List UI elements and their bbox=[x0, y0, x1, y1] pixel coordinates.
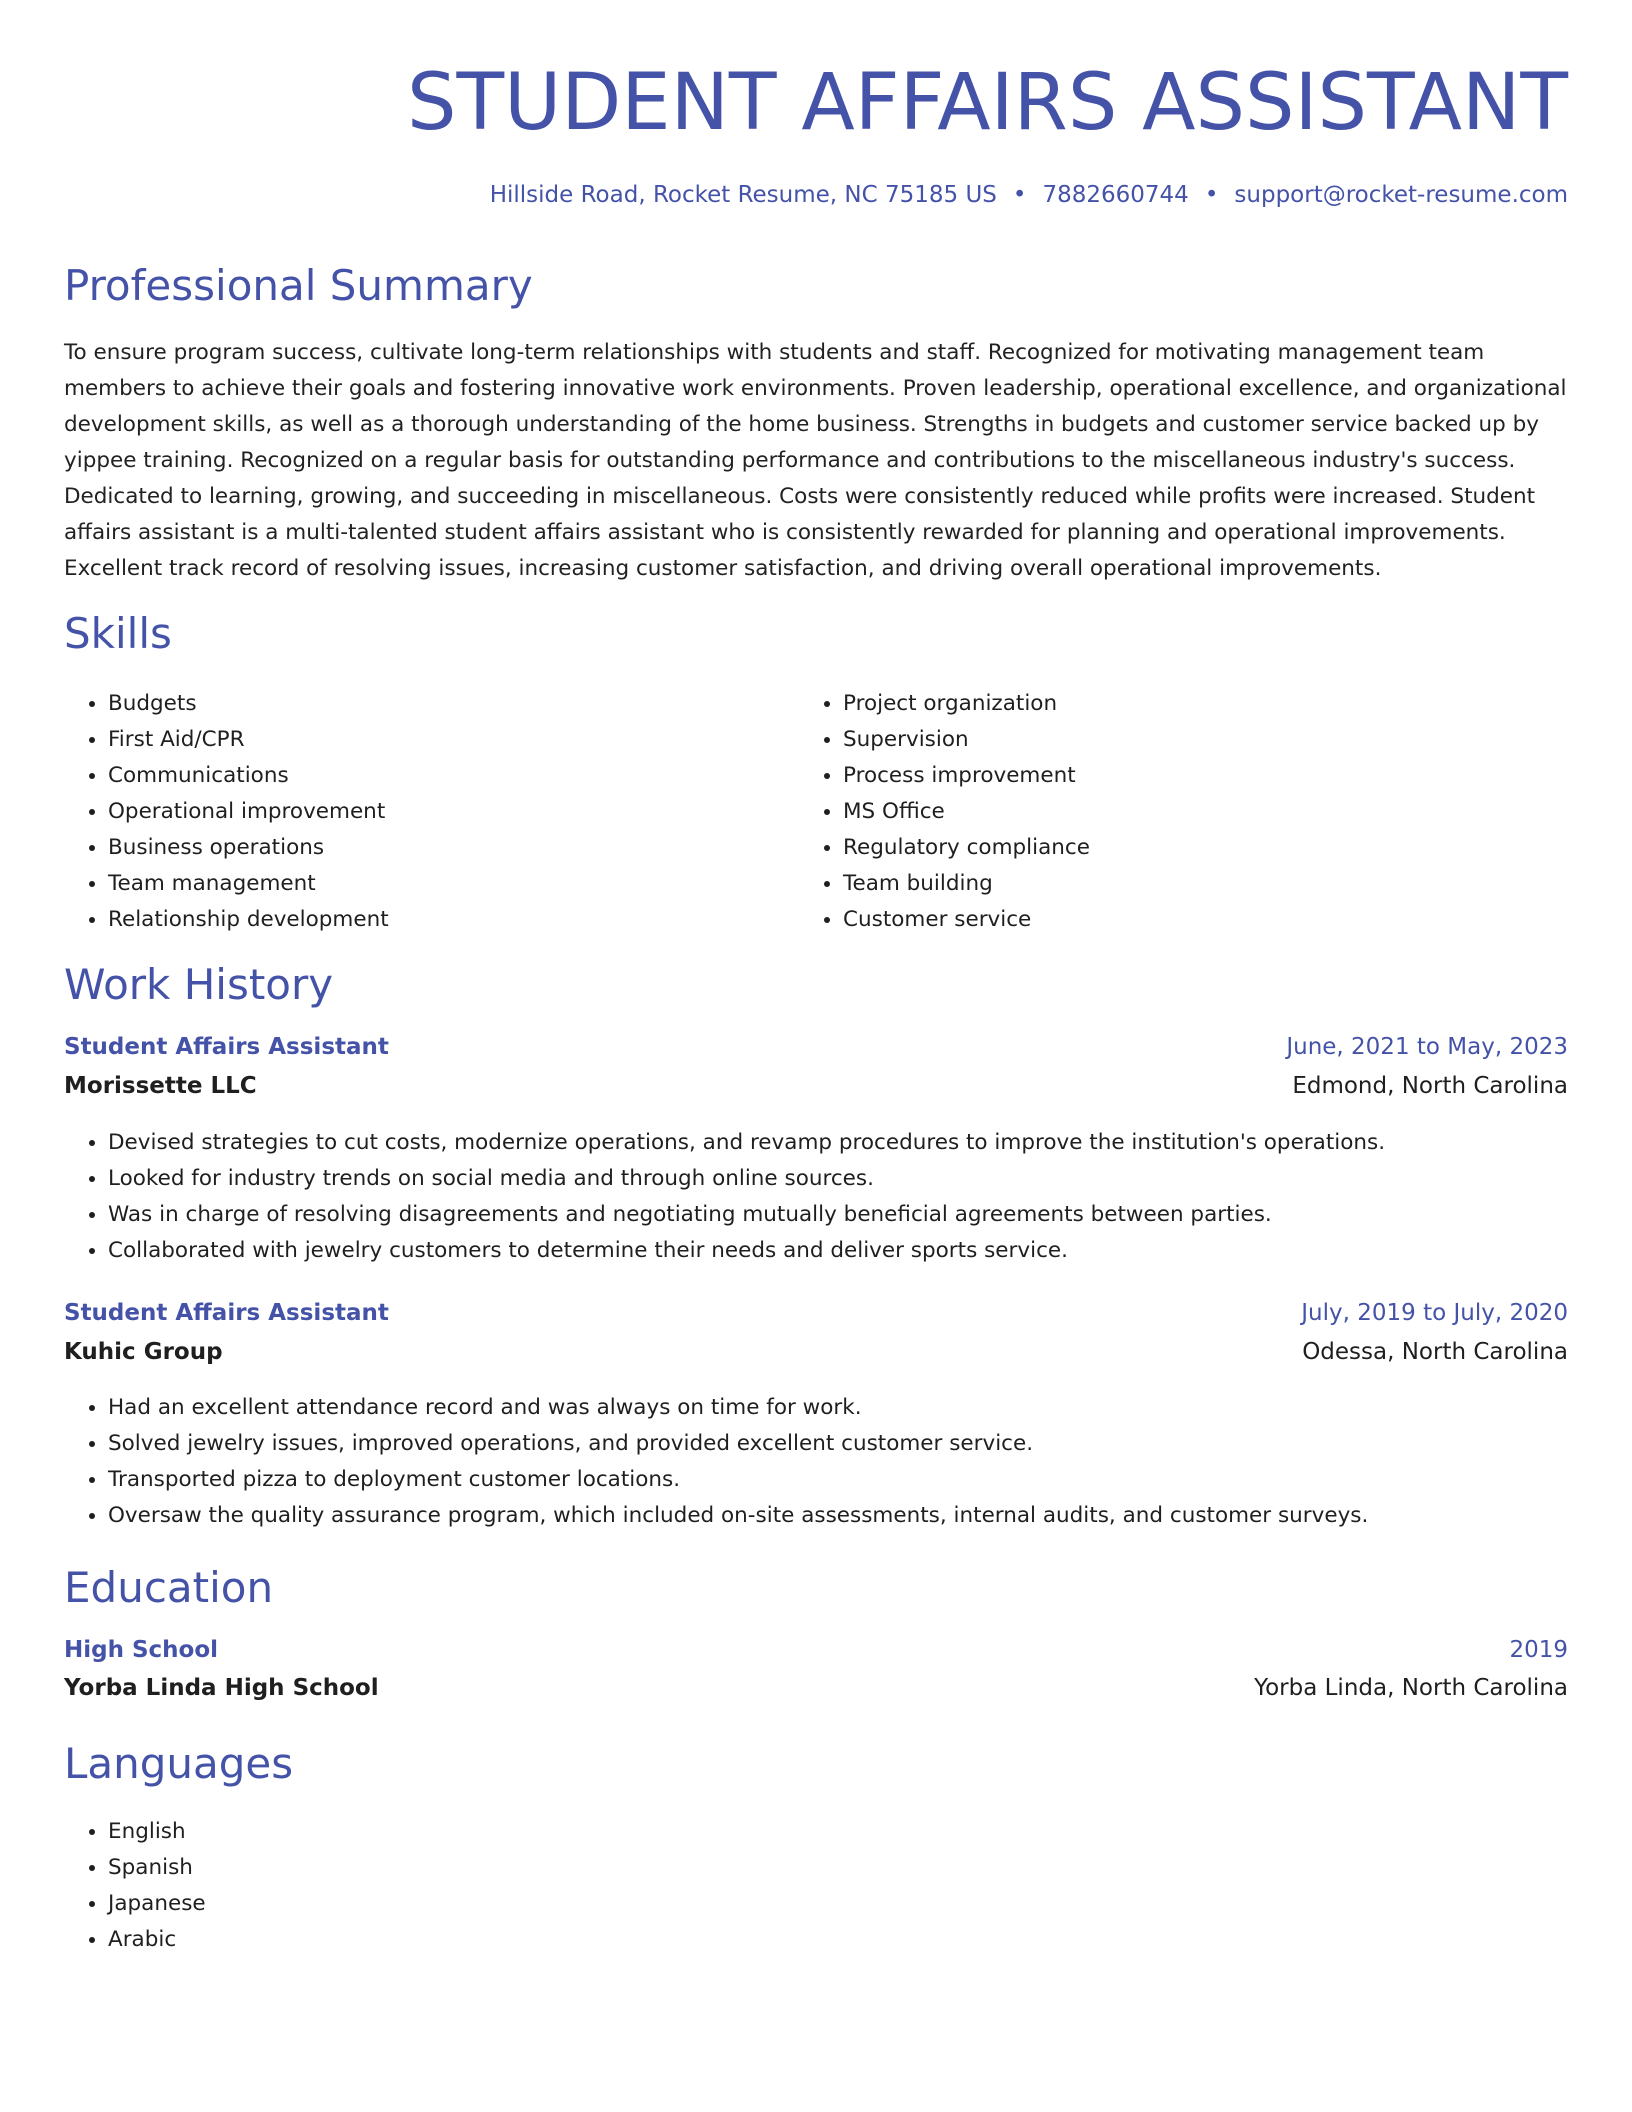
school-name: Yorba Linda High School bbox=[64, 1675, 379, 1701]
skill-item: • Team management bbox=[108, 866, 764, 902]
skill-item: • MS Office bbox=[843, 794, 1499, 830]
skill-item: • First Aid/CPR bbox=[108, 722, 764, 758]
work-history-heading: Work History bbox=[64, 960, 334, 1009]
summary-heading: Professional Summary bbox=[64, 261, 533, 310]
job-header bbox=[64, 1300, 1568, 1326]
contact-line bbox=[490, 180, 1568, 210]
job-responsibilities bbox=[64, 1125, 1568, 1269]
responsibility-item: • Transported pizza to deployment customer locations. bbox=[108, 1462, 1568, 1498]
language-item: • Spanish bbox=[108, 1850, 1568, 1886]
job-subheader bbox=[64, 1339, 1568, 1365]
graduation-year: 2019 bbox=[1509, 1637, 1568, 1663]
job-location: Edmond, North Carolina bbox=[1292, 1073, 1568, 1099]
job-subheader bbox=[64, 1073, 1568, 1099]
languages-list bbox=[64, 1814, 1568, 1958]
skill-item: • Project organization bbox=[843, 686, 1499, 722]
job-location: Odessa, North Carolina bbox=[1302, 1339, 1568, 1365]
phone-text: 7882660744 bbox=[1042, 182, 1189, 208]
candidate-name: STUDENT AFFAIRS ASSISTANT bbox=[406, 58, 1568, 148]
summary-text: To ensure program success, cultivate long-term relationships with students and staff. Recognized for motivating management team members to achieve their goals and fostering innovative work environments. Proven leadership, operational excellence, and organizational development skills, as well as a thorough understanding of the home business. Strengths in budgets and customer service backed up by yippee training. Recognized on a regular basis for outstanding performance and contributions to the miscellaneous industry's success. Dedicated to learning, growing, and succeeding in miscellaneous. Costs were consistently reduced while profits were increased. Student affairs assistant is a multi-talented student affairs assistant who is consistently rewarded for planning and operational improvements. Excellent track record of resolving issues, increasing customer satisfaction, and driving overall operational improvements. bbox=[64, 340, 1567, 581]
languages-heading: Languages bbox=[64, 1739, 294, 1788]
skill-item: • Process improvement bbox=[843, 758, 1499, 794]
email-link[interactable]: support@rocket-resume.com bbox=[1234, 182, 1568, 208]
skill-item: • Business operations bbox=[108, 830, 764, 866]
job-dates: June, 2021 to May, 2023 bbox=[1286, 1034, 1568, 1060]
job-dates: July, 2019 to July, 2020 bbox=[1301, 1300, 1568, 1326]
education-heading: Education bbox=[64, 1563, 274, 1612]
job-title: Student Affairs Assistant bbox=[64, 1034, 389, 1060]
school-location: Yorba Linda, North Carolina bbox=[1254, 1675, 1568, 1701]
contact-separator: • bbox=[1012, 182, 1027, 208]
skill-item: • Operational improvement bbox=[108, 794, 764, 830]
education-subheader bbox=[64, 1675, 1568, 1701]
responsibility-item: • Had an excellent attendance record and was always on time for work. bbox=[108, 1390, 1568, 1426]
job-title: Student Affairs Assistant bbox=[64, 1300, 389, 1326]
skill-item: • Regulatory compliance bbox=[843, 830, 1499, 866]
skill-item: • Customer service bbox=[843, 902, 1499, 938]
responsibility-item: • Collaborated with jewelry customers to determine their needs and deliver sports service. bbox=[108, 1233, 1568, 1269]
skill-item: • Supervision bbox=[843, 722, 1499, 758]
language-item: • Japanese bbox=[108, 1886, 1568, 1922]
responsibility-list bbox=[64, 1390, 1568, 1534]
language-item: • English bbox=[108, 1814, 1568, 1850]
responsibility-list bbox=[64, 1125, 1568, 1269]
resume-header bbox=[64, 50, 1568, 156]
skill-item: • Budgets bbox=[108, 686, 764, 722]
language-item: • Arabic bbox=[108, 1922, 1568, 1958]
responsibility-item: • Oversaw the quality assurance program, which included on-site assessments, internal audits, and customer surveys. bbox=[108, 1498, 1568, 1534]
skills-list-right bbox=[799, 686, 1499, 938]
skill-item: • Relationship development bbox=[108, 902, 764, 938]
skill-item: • Communications bbox=[108, 758, 764, 794]
skills-column-right bbox=[799, 686, 1499, 938]
degree-name: High School bbox=[64, 1637, 219, 1663]
skill-item: • Team building bbox=[843, 866, 1499, 902]
responsibility-item: • Solved jewelry issues, improved operations, and provided excellent customer service. bbox=[108, 1426, 1568, 1462]
skills-heading: Skills bbox=[64, 609, 172, 658]
company-name: Morissette LLC bbox=[64, 1073, 257, 1099]
company-name: Kuhic Group bbox=[64, 1339, 223, 1365]
skills-list-left bbox=[64, 686, 764, 938]
skills-column-left bbox=[64, 686, 764, 938]
job-responsibilities bbox=[64, 1390, 1568, 1534]
responsibility-item: • Looked for industry trends on social media and through online sources. bbox=[108, 1161, 1568, 1197]
education-header bbox=[64, 1637, 1568, 1663]
job-header bbox=[64, 1034, 1568, 1060]
contact-separator: • bbox=[1204, 182, 1219, 208]
responsibility-item: • Was in charge of resolving disagreements and negotiating mutually beneficial agreements between parties. bbox=[108, 1197, 1568, 1233]
languages-section bbox=[64, 1814, 1568, 1958]
address-text: Hillside Road, Rocket Resume, NC 75185 US bbox=[489, 182, 997, 208]
responsibility-item: • Devised strategies to cut costs, modernize operations, and revamp procedures to improve the institution's operations. bbox=[108, 1125, 1568, 1161]
